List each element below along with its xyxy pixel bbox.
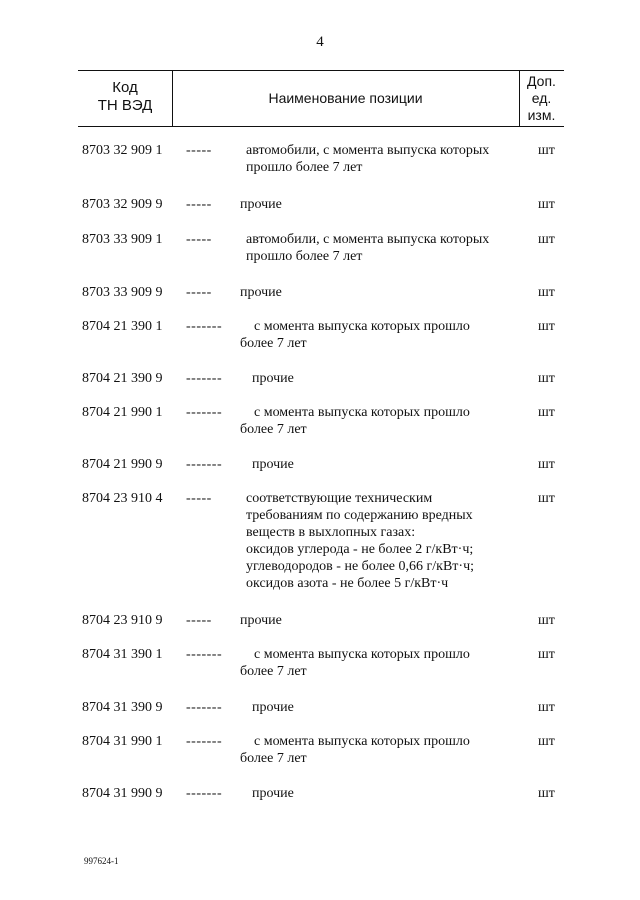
row-description-line: с момента выпуска которых прошло	[254, 405, 470, 420]
row-level-dashes: -----	[186, 613, 212, 628]
row-code: 8704 21 390 9	[82, 371, 163, 386]
row-description-line: прочие	[252, 457, 294, 472]
row-description-line: оксидов углерода - не более 2 г/кВт·ч;	[246, 542, 474, 557]
row-unit: шт	[538, 405, 555, 420]
row-level-dashes: -------	[186, 371, 223, 386]
header-code-line2: ТН ВЭД	[97, 97, 153, 114]
header-code-line1: Код	[112, 79, 138, 96]
header-unit-line3: изм.	[527, 107, 556, 123]
table-header	[78, 70, 564, 127]
row-level-dashes: -----	[186, 232, 212, 247]
row-level-dashes: -------	[186, 457, 223, 472]
row-unit: шт	[538, 647, 555, 662]
row-description-line: автомобили, с момента выпуска которых	[246, 143, 490, 158]
row-level-dashes: -------	[186, 734, 223, 749]
header-name: Наименование позиции	[268, 90, 423, 106]
row-level-dashes: -------	[186, 647, 223, 662]
row-unit: шт	[538, 613, 555, 628]
row-description-line: соответствующие техническим	[246, 491, 433, 506]
row-unit: шт	[538, 232, 555, 247]
row-description-line: автомобили, с момента выпуска которых	[246, 232, 490, 247]
row-unit: шт	[538, 319, 555, 334]
row-code: 8704 31 390 1	[82, 647, 163, 662]
row-code: 8703 32 909 9	[82, 197, 163, 212]
row-level-dashes: -----	[186, 491, 212, 506]
header-code	[78, 79, 172, 115]
header-unit-line1: Доп.	[527, 73, 556, 89]
row-description-line: прочие	[240, 285, 282, 300]
row-code: 8704 21 390 1	[82, 319, 163, 334]
row-level-dashes: -----	[186, 143, 212, 158]
row-description-line: углеводородов - не более 0,66 г/кВт·ч;	[246, 559, 474, 574]
row-description-line: прочие	[252, 700, 294, 715]
row-level-dashes: -------	[186, 700, 223, 715]
row-description-line: более 7 лет	[240, 422, 307, 437]
row-code: 8704 21 990 1	[82, 405, 163, 420]
row-level-dashes: -------	[186, 319, 223, 334]
row-unit: шт	[538, 700, 555, 715]
row-description-line: прочие	[252, 371, 294, 386]
row-level-dashes: -----	[186, 197, 212, 212]
header-unit-line2: ед.	[531, 90, 552, 106]
row-description-line: прошло более 7 лет	[246, 160, 363, 175]
row-unit: шт	[538, 143, 555, 158]
row-unit: шт	[538, 491, 555, 506]
row-code: 8704 23 910 4	[82, 491, 163, 506]
row-level-dashes: -----	[186, 285, 212, 300]
row-code: 8704 23 910 9	[82, 613, 163, 628]
row-description-line: прошло более 7 лет	[246, 249, 363, 264]
row-description-line: прочие	[240, 197, 282, 212]
row-unit: шт	[538, 786, 555, 801]
row-unit: шт	[538, 734, 555, 749]
row-description-line: прочие	[240, 613, 282, 628]
row-description-line: веществ в выхлопных газах:	[246, 525, 416, 540]
row-description-line: более 7 лет	[240, 664, 307, 679]
row-code: 8704 21 990 9	[82, 457, 163, 472]
row-description-line: более 7 лет	[240, 336, 307, 351]
row-description-line: более 7 лет	[240, 751, 307, 766]
row-unit: шт	[538, 285, 555, 300]
row-code: 8704 31 390 9	[82, 700, 163, 715]
row-code: 8704 31 990 1	[82, 734, 163, 749]
row-description-line: с момента выпуска которых прошло	[254, 734, 470, 749]
row-unit: шт	[538, 457, 555, 472]
row-level-dashes: -------	[186, 405, 223, 420]
row-description-line: с момента выпуска которых прошло	[254, 647, 470, 662]
row-code: 8703 33 909 9	[82, 285, 163, 300]
document-id: 997624-1	[84, 856, 119, 866]
row-description-line: прочие	[252, 786, 294, 801]
header-unit	[519, 73, 564, 124]
row-level-dashes: -------	[186, 786, 223, 801]
row-description-line: с момента выпуска которых прошло	[254, 319, 470, 334]
row-description-line: требованиям по содержанию вредных	[246, 508, 473, 523]
page-number: 4	[316, 34, 324, 50]
row-code: 8703 33 909 1	[82, 232, 163, 247]
row-description-line: оксидов азота - не более 5 г/кВт·ч	[246, 576, 449, 591]
row-code: 8703 32 909 1	[82, 143, 163, 158]
row-code: 8704 31 990 9	[82, 786, 163, 801]
row-unit: шт	[538, 197, 555, 212]
row-unit: шт	[538, 371, 555, 386]
